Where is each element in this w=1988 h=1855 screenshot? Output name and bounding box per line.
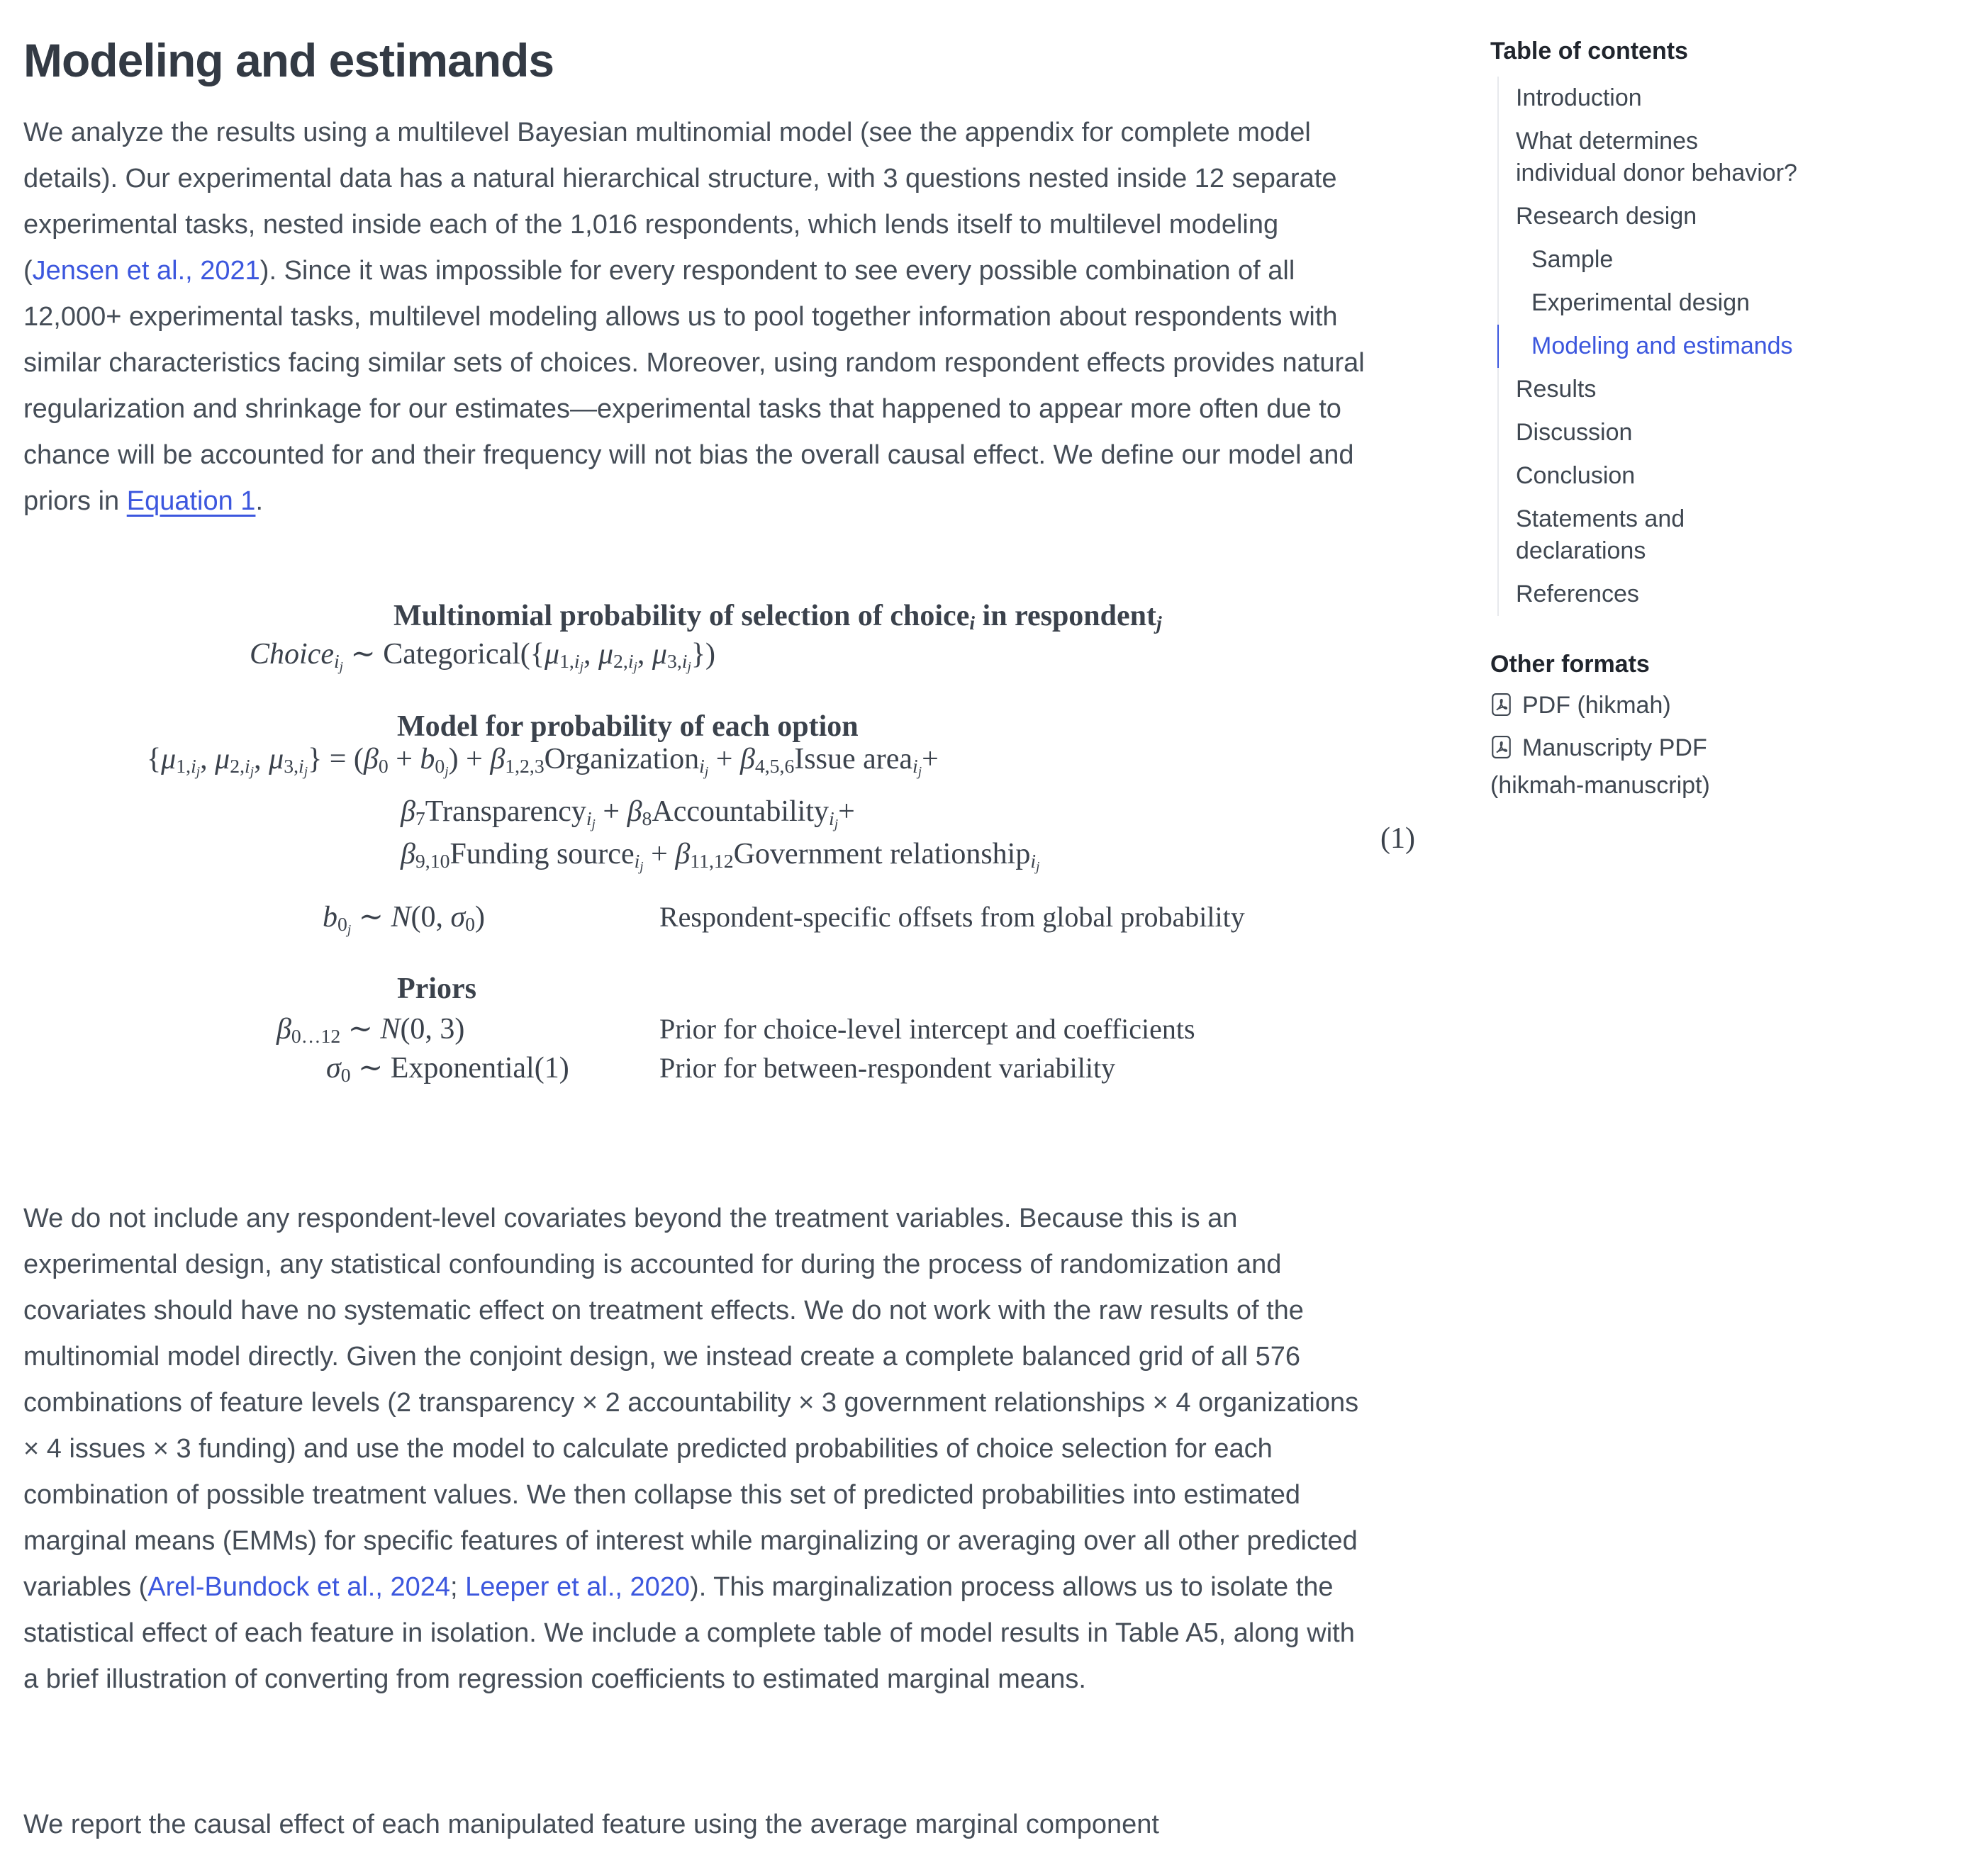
text-run: i (829, 807, 834, 830)
text-run: ) (475, 901, 486, 934)
toc-item-modeling-and-estimands[interactable]: Modeling and estimands (1497, 325, 1799, 368)
equation-header-multinomial (393, 599, 1162, 634)
toc-title: Table of contents (1490, 38, 1688, 65)
text-run: j (704, 764, 709, 780)
text-run: 4,5,6 (754, 755, 795, 778)
page-title: Modeling and estimands (23, 34, 554, 86)
equation-sigma-prior (326, 1050, 569, 1087)
text-run: Funding source (449, 838, 635, 870)
text-run: μ (215, 743, 230, 775)
text-run: + (838, 795, 855, 828)
text-run: + (643, 838, 676, 870)
text-run: β (401, 795, 415, 828)
text-run: j (834, 817, 839, 832)
text-run: β (490, 743, 506, 775)
text-run: j (1156, 612, 1162, 634)
equation-sigma-prior-description: Prior for between-respondent variability (659, 1052, 1116, 1084)
text-run: 3, (284, 755, 298, 778)
equation-linear-predictor-1 (147, 742, 939, 780)
text-run: ). Since it was impossible for every respondent to see every possible combination of all 12,000+ experimental tasks, multilevel modeling allows us to pool together information about respondents with similar characteristics facing similar sets of choices. Moreover, using random respondent effects provides natural regularization and shrinkage for our estimates—experimental tasks that happened to appear more often due to chance will be accounted for and their frequency will not bias the overall causal effect. We define our model and priors in (23, 256, 1365, 516)
format-pdf-label: PDF (hikmah) (1522, 692, 1671, 719)
text-run: j (347, 922, 352, 938)
text-run: 0 (337, 913, 347, 936)
text-run: μ (598, 638, 614, 671)
text-run: β (627, 795, 642, 828)
text-run: 1, (559, 650, 574, 673)
text-run: i (627, 650, 634, 673)
text-run: 0…12 (291, 1025, 341, 1048)
text-run: We report the causal effect of each manipulated feature using the average marginal component (23, 1810, 1159, 1839)
toc-item-references[interactable]: References (1516, 581, 1639, 607)
equation-1-block (23, 596, 1439, 1101)
equation-beta-prior-description: Prior for choice-level intercept and coefficients (659, 1013, 1195, 1045)
citation-link-jensen[interactable]: Jensen et al., 2021 (32, 256, 260, 286)
text-run: 1,2,3 (505, 755, 545, 778)
equation-random-offset (323, 899, 485, 938)
text-run: i (681, 650, 688, 673)
text-run: , (637, 638, 652, 671)
toc-item-results[interactable]: Results (1516, 376, 1597, 403)
text-run: 7 (415, 807, 425, 830)
text-run: i (634, 850, 640, 873)
text-run: ; (450, 1572, 466, 1602)
text-run: Multinomial probability of selection of choice (393, 600, 970, 632)
text-run: (0, (411, 901, 451, 934)
text-run: j (579, 659, 583, 675)
text-run: j (1036, 859, 1040, 875)
text-run: ∼ (340, 1013, 381, 1046)
equation-linear-predictor-2 (401, 795, 855, 833)
text-run: Accountability (652, 795, 829, 828)
text-run: j (687, 659, 691, 675)
text-run: b (420, 743, 435, 775)
citation-link-arel-bundock[interactable]: Arel-Bundock et al., 2024 (147, 1572, 450, 1602)
text-run: i (298, 755, 304, 778)
text-run: μ (652, 638, 667, 671)
text-run: 0 (465, 913, 476, 936)
text-run: μ (544, 638, 560, 671)
text-run: Organization (544, 743, 700, 775)
text-run: j (445, 764, 449, 780)
text-run: }) (691, 638, 716, 671)
text-run: { (147, 743, 162, 775)
pdf-file-icon (1490, 734, 1512, 768)
text-run: ∼ Exponential(1) (350, 1052, 569, 1085)
text-run: We do not include any respondent-level covariates beyond the treatment variables. Because this is an experimental design, any statistical confounding is accounted for during the process of randomization and covariates should have no systematic effect on treatment effects. We do not work with the raw results of the multinomial model directly. Given the conjoint design, we instead create a complete balanced grid of all 576 combinations of feature levels (2 transparency × 2 accountability × 3 government relationships × 4 organizations × 4 issues × 3 funding) and use the model to calculate predicted probabilities of choice selection for each combination of possible treatment values. We then collapse this set of predicted probabilities into estimated marginal means (EMMs) for specific features of interest while marginalizing or averaging over all other predicted variables ( (23, 1204, 1359, 1602)
text-run: Priors (397, 973, 476, 1005)
other-formats-section (1490, 649, 1799, 802)
text-run: Transparency (425, 795, 586, 828)
other-formats-title: Other formats (1490, 651, 1650, 678)
toc-item-what-determines-individual-donor-behavior[interactable]: What determines individual donor behavior? (1516, 128, 1797, 186)
pdf-file-icon (1490, 692, 1512, 726)
text-run: σ (450, 901, 466, 934)
text-run: 2, (613, 650, 628, 673)
toc-item-conclusion[interactable]: Conclusion (1516, 462, 1636, 489)
format-manuscript-pdf-label: Manuscripty PDF (hikmah-manuscript) (1490, 734, 1710, 799)
text-run: i (699, 755, 705, 778)
text-run: 2, (230, 755, 245, 778)
text-run: We analyze the results using a multilevel Bayesian multinomial model (see the appendix for complete model details). Our experimental data has a natural hierarchical structure, with 3 questions nested inside 12 separate experimental tasks, nested inside each of the 1,016 respondents, which lends itself to multilevel modeling ( (23, 118, 1337, 286)
text-run: ). This marginalization process allows us to isolate the statistical effect of each feature in isolation. We include a complete table of model results in Table A5, along with a brief illustration of converting from regression coefficients to estimated marginal means. (23, 1572, 1355, 1694)
text-run: + (595, 795, 627, 828)
citation-link-leeper[interactable]: Leeper et al., 2020 (465, 1572, 691, 1602)
text-run: i (245, 755, 250, 778)
equation-beta-prior (277, 1011, 464, 1048)
text-run: 1, (176, 755, 191, 778)
text-run: ∼ (351, 901, 391, 934)
format-pdf-link[interactable] (1490, 688, 1799, 726)
text-run: } = ( (308, 743, 364, 775)
toc-list (1497, 77, 1799, 616)
text-run: Government relationship (733, 838, 1031, 870)
text-run: Issue area (794, 743, 913, 775)
equation-linear-predictor-3 (401, 837, 1039, 875)
text-run: (0, 3) (400, 1013, 465, 1046)
text-run: ∼ Categorical({ (343, 638, 545, 671)
text-run: i (1030, 850, 1037, 873)
text-run: 0 (435, 755, 445, 778)
text-run: j (339, 659, 344, 675)
text-run: , (254, 743, 269, 775)
text-run: β (739, 743, 755, 775)
text-run: j (633, 659, 637, 675)
other-formats-list (1490, 688, 1799, 802)
text-run: in respondent (975, 600, 1157, 632)
equation-random-offset-description: Respondent-specific offsets from global probability (659, 901, 1245, 933)
toc-item-sample[interactable]: Sample (1531, 246, 1614, 273)
paragraph-modeling-intro (23, 110, 1370, 525)
text-run: N (380, 1013, 401, 1046)
text-run: β (363, 743, 379, 775)
text-run: β (277, 1013, 291, 1046)
text-run: 8 (642, 807, 652, 830)
text-run: Model for probability of each option (397, 710, 859, 743)
text-run: + (708, 743, 740, 775)
text-run: j (917, 764, 922, 780)
toc-item-discussion[interactable]: Discussion (1516, 419, 1633, 446)
text-run: b (323, 901, 337, 934)
text-run: 11,12 (690, 850, 734, 873)
equation-choice-distribution (250, 636, 715, 676)
toc-item-experimental-design[interactable]: Experimental design (1531, 289, 1750, 316)
toc-item-statements-and-declarations[interactable]: Statements and declarations (1516, 505, 1685, 564)
table-of-contents (1490, 0, 1799, 807)
text-run: μ (269, 743, 284, 775)
equation-number: (1) (1380, 822, 1415, 855)
text-run: + (922, 743, 939, 775)
toc-item-introduction[interactable]: Introduction (1516, 84, 1642, 111)
text-run: i (191, 755, 196, 778)
text-run: σ (326, 1052, 341, 1085)
text-run: + (388, 743, 420, 775)
text-run: β (401, 838, 415, 870)
text-run: β (675, 838, 691, 870)
text-run: j (303, 764, 308, 780)
text-run: i (586, 807, 592, 830)
text-run: , (200, 743, 216, 775)
equation-header-model (397, 710, 859, 744)
format-manuscript-pdf-link[interactable] (1490, 731, 1799, 802)
text-run: 0 (378, 755, 389, 778)
equation-1-link[interactable]: Equation 1 (126, 486, 256, 516)
text-run: i (574, 650, 580, 673)
text-run: Choice (250, 638, 334, 671)
text-run: i (969, 612, 976, 634)
text-run: N (391, 901, 411, 934)
text-run: 3, (667, 650, 682, 673)
text-run: j (640, 859, 644, 875)
text-run: μ (161, 743, 177, 775)
text-run: 9,10 (415, 850, 450, 873)
text-run: j (591, 817, 596, 832)
text-run: j (250, 764, 255, 780)
text-run: 0 (340, 1064, 351, 1087)
text-run: . (255, 486, 263, 516)
text-run: j (196, 764, 201, 780)
toc-item-research-design[interactable]: Research design (1516, 203, 1697, 230)
paragraph-amce (23, 1802, 1370, 1848)
text-run: ) + (448, 743, 491, 775)
paragraph-emms (23, 1196, 1370, 1703)
equation-header-priors (397, 972, 476, 1006)
text-run: i (333, 650, 340, 673)
text-run: i (912, 755, 918, 778)
text-run: , (583, 638, 598, 671)
